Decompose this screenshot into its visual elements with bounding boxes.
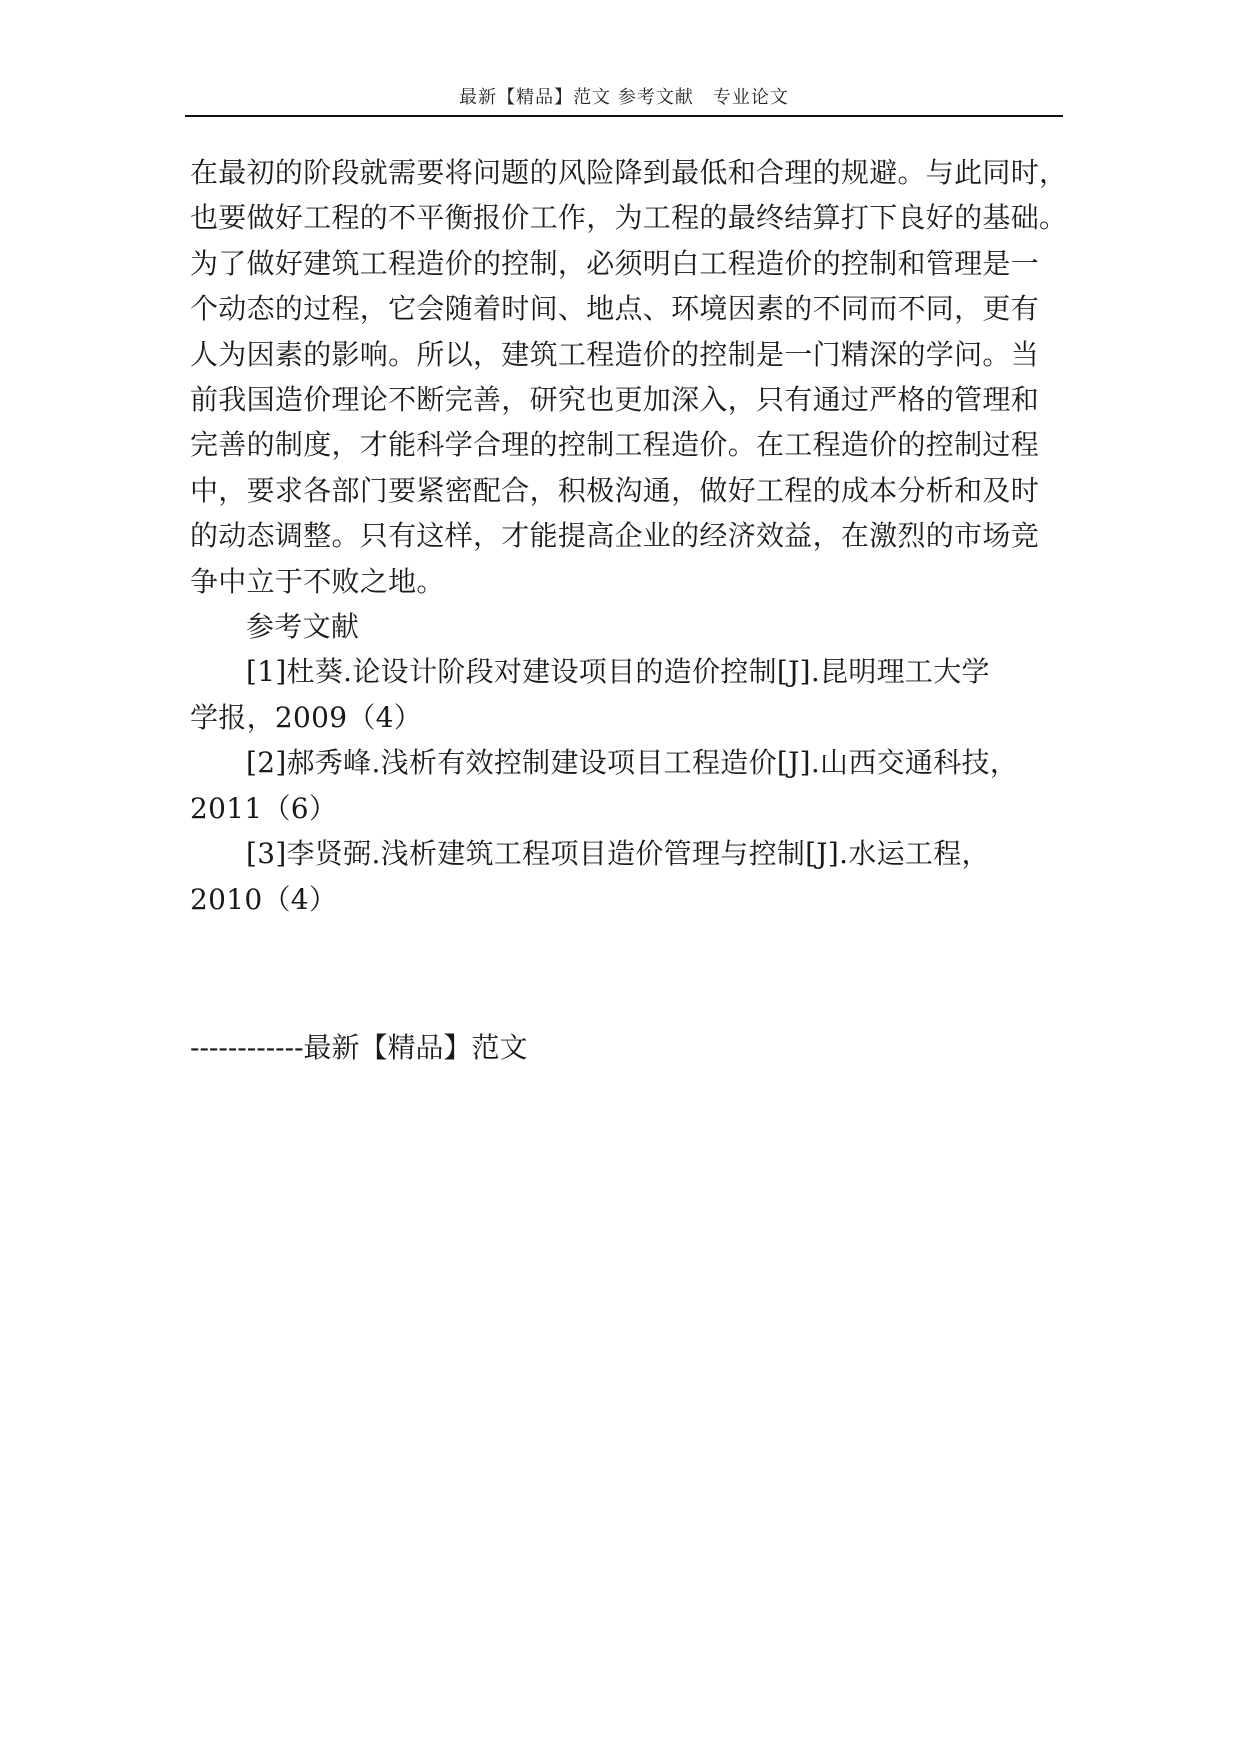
paragraph-line: 人为因素的影响。所以，建筑工程造价的控制是一门精深的学问。当 — [190, 337, 1040, 371]
reference-line: [2]郝秀峰.浅析有效控制建设项目工程造价[J].山西交通科技， — [246, 746, 1019, 780]
document-body — [190, 150, 1068, 922]
paragraph-line: 完善的制度，才能科学合理的控制工程造价。在工程造价的控制过程 — [190, 428, 1040, 462]
paragraph-line: 也要做好工程的不平衡报价工作，为工程的最终结算打下良好的基础。 — [190, 201, 1068, 235]
reference-line: [1]杜葵.论设计阶段对建设项目的造价控制[J].昆明理工大学 — [246, 655, 990, 689]
reference-line: 学报，2009（4） — [190, 700, 423, 734]
reference-line: 2011（6） — [190, 791, 338, 825]
reference-line: 2010（4） — [190, 882, 338, 916]
reference-item — [190, 740, 1060, 831]
body-paragraph — [190, 150, 1068, 604]
references-heading: 参考文献 — [246, 610, 360, 644]
paragraph-line: 的动态调整。只有这样，才能提高企业的经济效益，在激烈的市场竞 — [190, 519, 1040, 553]
paragraph-line: 在最初的阶段就需要将问题的风险降到最低和合理的规避。与此同时， — [190, 156, 1068, 189]
header-divider — [185, 115, 1063, 117]
paragraph-line: 争中立于不败之地。 — [190, 564, 445, 598]
paragraph-line: 中，要求各部门要紧密配合，积极沟通，做好工程的成本分析和及时 — [190, 473, 1040, 507]
reference-item — [190, 831, 1060, 922]
page-footer: ------------最新【精品】范文 — [190, 1031, 528, 1064]
paragraph-line: 为了做好建筑工程造价的控制，必须明白工程造价的控制和管理是一 — [190, 246, 1040, 280]
page-header: 最新【精品】范文 参考文献 专业论文 — [459, 87, 789, 108]
reference-line: [3]李贤弼.浅析建筑工程项目造价管理与控制[J].水运工程， — [246, 837, 990, 871]
paragraph-line: 个动态的过程，它会随着时间、地点、环境因素的不同而不同，更有 — [190, 292, 1040, 326]
reference-item — [190, 649, 1060, 740]
paragraph-line: 前我国造价理论不断完善，研究也更加深入，只有通过严格的管理和 — [190, 383, 1040, 417]
